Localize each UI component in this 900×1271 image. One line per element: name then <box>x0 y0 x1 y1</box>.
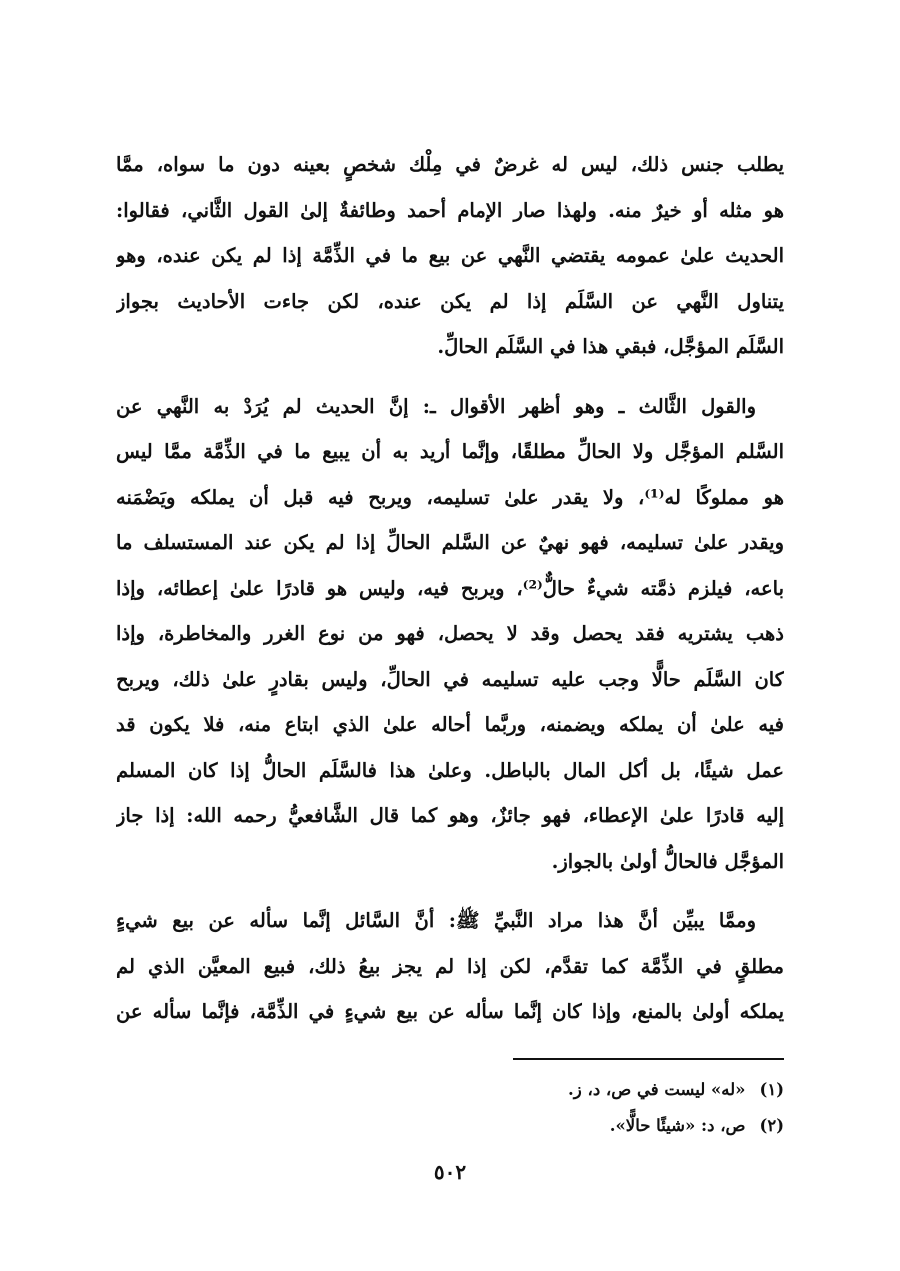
text-line: ذهب يشتريه فقد يحصل وقد لا يحصل، فهو من نوع الغرر والمخاطرة، وإذا <box>116 622 784 645</box>
footnote <box>116 1072 784 1108</box>
text-line: هو مملوكًا له⁽¹⁾، ولا يقدر علىٰ تسليمه، ويربح فيه قبل أن يملكه ويَضْمَنه <box>116 485 784 509</box>
paragraph-1 <box>116 142 784 370</box>
text-line: يتناول النَّهي عن السَّلَم إذا لم يكن عنده، لكن جاءت الأحاديث بجواز <box>116 289 784 313</box>
text-line: السَّلَم المؤجَّل، فبقي هذا في السَّلَم الحالِّ. <box>437 335 784 358</box>
footnote-separator <box>513 1058 784 1060</box>
paragraph-2 <box>116 384 784 885</box>
text-line: الحديث علىٰ عمومه يقتضي النَّهي عن بيع ما في الذِّمَّة إذا لم يكن عنده، وهو <box>116 244 784 267</box>
footnote <box>116 1108 784 1144</box>
footnote-text: ص، د: «شيئًا حالًّا». <box>609 1116 746 1135</box>
footnote-number: (٢) <box>759 1116 784 1135</box>
footnote-number: (١) <box>759 1080 784 1099</box>
footnotes <box>116 1072 784 1144</box>
page-number: ٥٠٢ <box>433 1160 467 1184</box>
paragraph-3 <box>116 898 784 1035</box>
text-line: باعه، فيلزم ذمَّته شيءٌ حالٌّ⁽²⁾، ويربح فيه، وليس هو قادرًا علىٰ إعطائه، وإذا <box>116 576 784 600</box>
footnote-text: «له» ليست في ص، د، ز. <box>568 1080 746 1099</box>
text-line: هو مثله أو خيرٌ منه. ولهذا صار الإمام أحمد وطائفةٌ إلىٰ القول الثَّاني، فقالوا: <box>116 198 784 222</box>
text-line: والقول الثَّالث ـ وهو أظهر الأقوال ـ: إنَّ الحديث لم يُرَدْ به النَّهي عن <box>116 394 756 418</box>
text-line: مطلقٍ في الذِّمَّة كما تقدَّم، لكن إذا لم يجز بيعُ ذلك، فبيع المعيَّن الذي لم <box>116 954 784 978</box>
text-line: فيه علىٰ أن يملكه ويضمنه، وربَّما أحاله علىٰ الذي ابتاع منه، فلا يكون قد <box>116 713 784 736</box>
text-line: يطلب جنس ذلك، ليس له غرضٌ في مِلْك شخصٍ بعينه دون ما سواه، ممَّا <box>116 153 784 176</box>
text-line: يملكه أولىٰ بالمنع، وإذا كان إنَّما سأله عن بيع شيءٍ في الذِّمَّة، فإنَّما سأله عن <box>116 1000 784 1023</box>
main-text <box>116 142 784 1035</box>
paragraph-gap <box>116 370 784 384</box>
text-line: عمل شيئًا، بل أكل المال بالباطل. وعلىٰ هذا فالسَّلَم الحالُّ إذا كان المسلم <box>116 758 784 782</box>
text-line: إليه قادرًا علىٰ الإعطاء، فهو جائزٌ، وهو كما قال الشَّافعيُّ رحمه الله: إذا جاز <box>116 804 784 827</box>
paragraph-gap <box>116 884 784 898</box>
text-line: وممَّا يبيِّن أنَّ هذا مراد النَّبيِّ ﷺ: أنَّ السَّائل إنَّما سأله عن بيع شيءٍ <box>116 909 756 932</box>
text-line: المؤجَّل فالحالُّ أولىٰ بالجواز. <box>551 849 784 873</box>
text-line: السَّلم المؤجَّل ولا الحالِّ مطلقًا، وإنَّما أريد به أن يبيع ما في الذِّمَّة ممَّا ليس <box>116 440 784 463</box>
text-line: كان السَّلَم حالًّا وجب عليه تسليمه في الحالِّ، وليس بقادرٍ علىٰ ذلك، ويربح <box>116 667 784 691</box>
text-line: ويقدر علىٰ تسليمه، فهو نهيٌ عن السَّلم الحالِّ إذا لم يكن عند المستسلف ما <box>116 531 784 554</box>
